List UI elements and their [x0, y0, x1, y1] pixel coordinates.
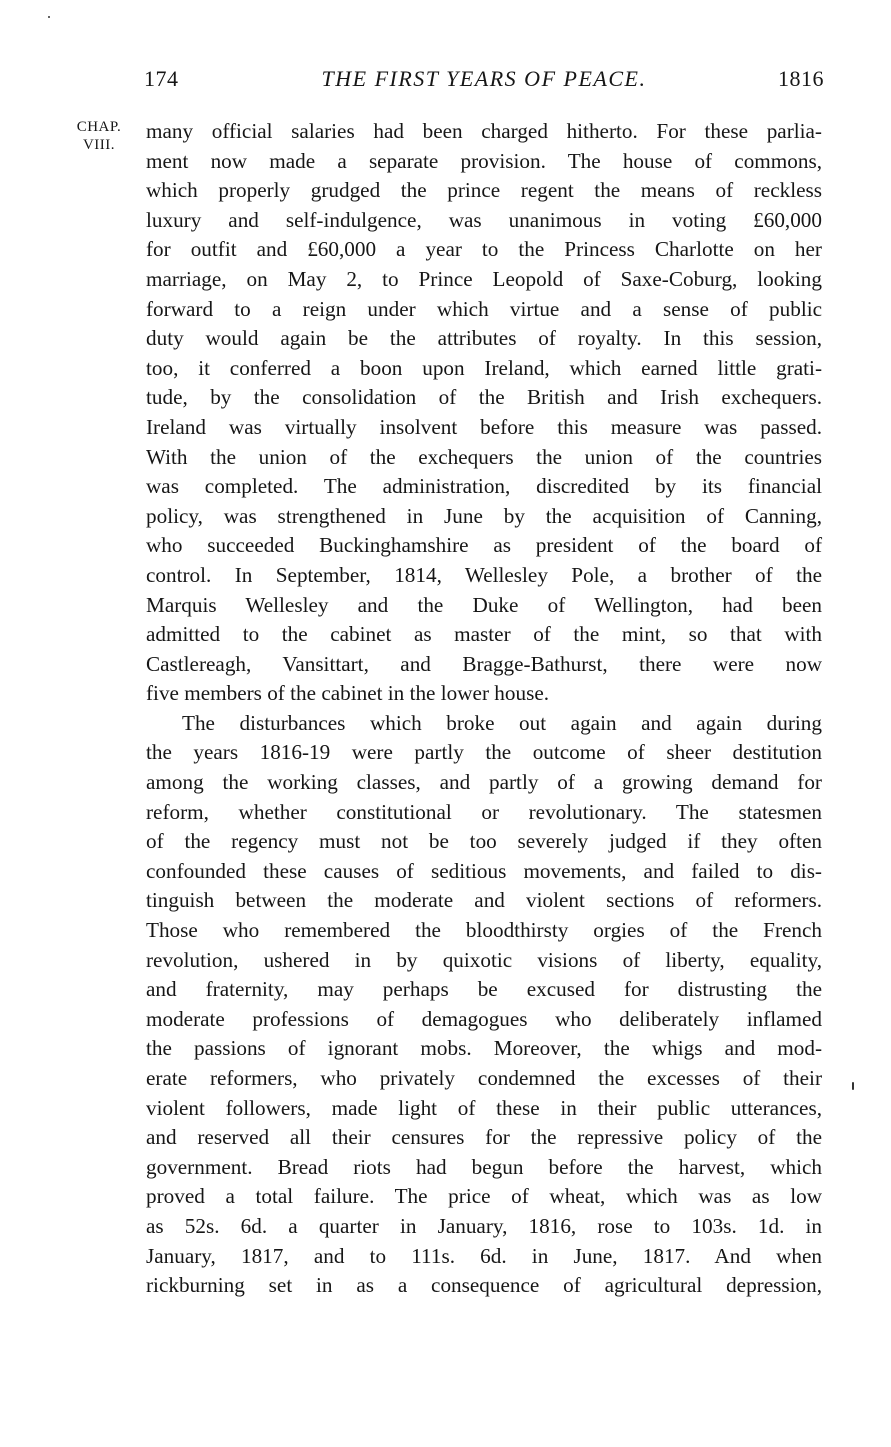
- text-line: the passions of ignorant mobs. Moreover, the whigs and mod-: [146, 1036, 822, 1061]
- text-line: rickburning set in as a consequence of agricultural depression,: [146, 1273, 822, 1298]
- body-text: [146, 117, 822, 1301]
- text-line: confounded these causes of seditious movements, and failed to dis-: [146, 858, 822, 883]
- text-line: With the union of the exchequers the union of the countries: [146, 444, 822, 469]
- text-line: policy, was strengthened in June by the acquisition of Canning,: [146, 503, 822, 528]
- text-line: for outfit and £60,000 a year to the Princess Charlotte on her: [146, 237, 822, 262]
- paragraph-2: [146, 709, 822, 1301]
- text-line: revolution, ushered in by quixotic visions of liberty, equality,: [146, 947, 822, 972]
- running-title: THE FIRST YEARS OF PEACE.: [321, 66, 647, 91]
- text-line: and fraternity, may perhaps be excused for distrusting the: [146, 977, 822, 1002]
- text-line: moderate professions of demagogues who deliberately inflamed: [146, 1006, 822, 1031]
- text-line: as 52s. 6d. a quarter in January, 1816, rose to 103s. 1d. in: [146, 1213, 822, 1238]
- text-line: Marquis Wellesley and the Duke of Wellington, had been: [146, 592, 822, 617]
- text-line: duty would again be the attributes of royalty. In this session,: [146, 326, 822, 351]
- running-header: [144, 66, 824, 100]
- text-line: forward to a reign under which virtue and a sense of public: [146, 296, 822, 321]
- paragraph-1: [146, 117, 822, 709]
- chapter-number: VIII.: [82, 137, 116, 153]
- text-line: erate reformers, who privately condemned the excesses of their: [146, 1066, 822, 1090]
- text-line: violent followers, made light of these in their public utterances,: [146, 1095, 822, 1120]
- text-line: which properly grudged the prince regent the means of reckless: [146, 178, 822, 203]
- text-line: was completed. The administration, discredited by its financial: [146, 474, 822, 499]
- text-line: January, 1817, and to 111s. 6d. in June, 1817. And when: [146, 1243, 822, 1268]
- text-line: luxury and self-indulgence, was unanimous in voting £60,000: [146, 207, 822, 232]
- text-line: proved a total failure. The price of wheat, which was as low: [146, 1184, 822, 1209]
- text-line: reform, whether constitutional or revolutionary. The statesmen: [146, 799, 822, 824]
- scan-speck: [852, 1082, 854, 1090]
- scan-speck: [48, 16, 50, 18]
- text-line: Castlereagh, Vansittart, and Bragge-Bathurst, there were now: [146, 651, 822, 676]
- header-year: 1816: [778, 66, 824, 91]
- text-line: tinguish between the moderate and violent sections of reformers.: [146, 888, 822, 913]
- text-line: marriage, on May 2, to Prince Leopold of Saxe-Coburg, looking: [146, 266, 822, 291]
- text-line: admitted to the cabinet as master of the mint, so that with: [146, 622, 822, 647]
- chapter-label: CHAP.: [76, 119, 122, 135]
- text-line: of the regency must not be too severely judged if they often: [146, 829, 822, 854]
- text-line: Those who remembered the bloodthirsty orgies of the French: [146, 918, 822, 943]
- chapter-margin-note: [60, 118, 138, 154]
- text-line: ment now made a separate provision. The house of commons,: [146, 148, 822, 173]
- text-line: five members of the cabinet in the lower house.: [146, 681, 550, 706]
- text-line: among the working classes, and partly of a growing demand for: [146, 770, 822, 795]
- text-line: The disturbances which broke out again and again during: [182, 710, 822, 735]
- text-line: government. Bread riots had begun before the harvest, which: [146, 1154, 822, 1179]
- text-line: many official salaries had been charged hitherto. For these parlia-: [146, 119, 822, 143]
- text-line: Ireland was virtually insolvent before this measure was passed.: [146, 414, 822, 439]
- text-line: control. In September, 1814, Wellesley Pole, a brother of the: [146, 562, 822, 587]
- text-line: the years 1816-19 were partly the outcome of sheer destitution: [146, 740, 822, 765]
- page-number: 174: [144, 66, 179, 91]
- text-line: who succeeded Buckinghamshire as president of the board of: [146, 533, 822, 558]
- text-line: tude, by the consolidation of the British and Irish exchequers.: [146, 385, 822, 410]
- text-line: too, it conferred a boon upon Ireland, which earned little grati-: [146, 355, 822, 380]
- text-line: and reserved all their censures for the repressive policy of the: [146, 1125, 822, 1150]
